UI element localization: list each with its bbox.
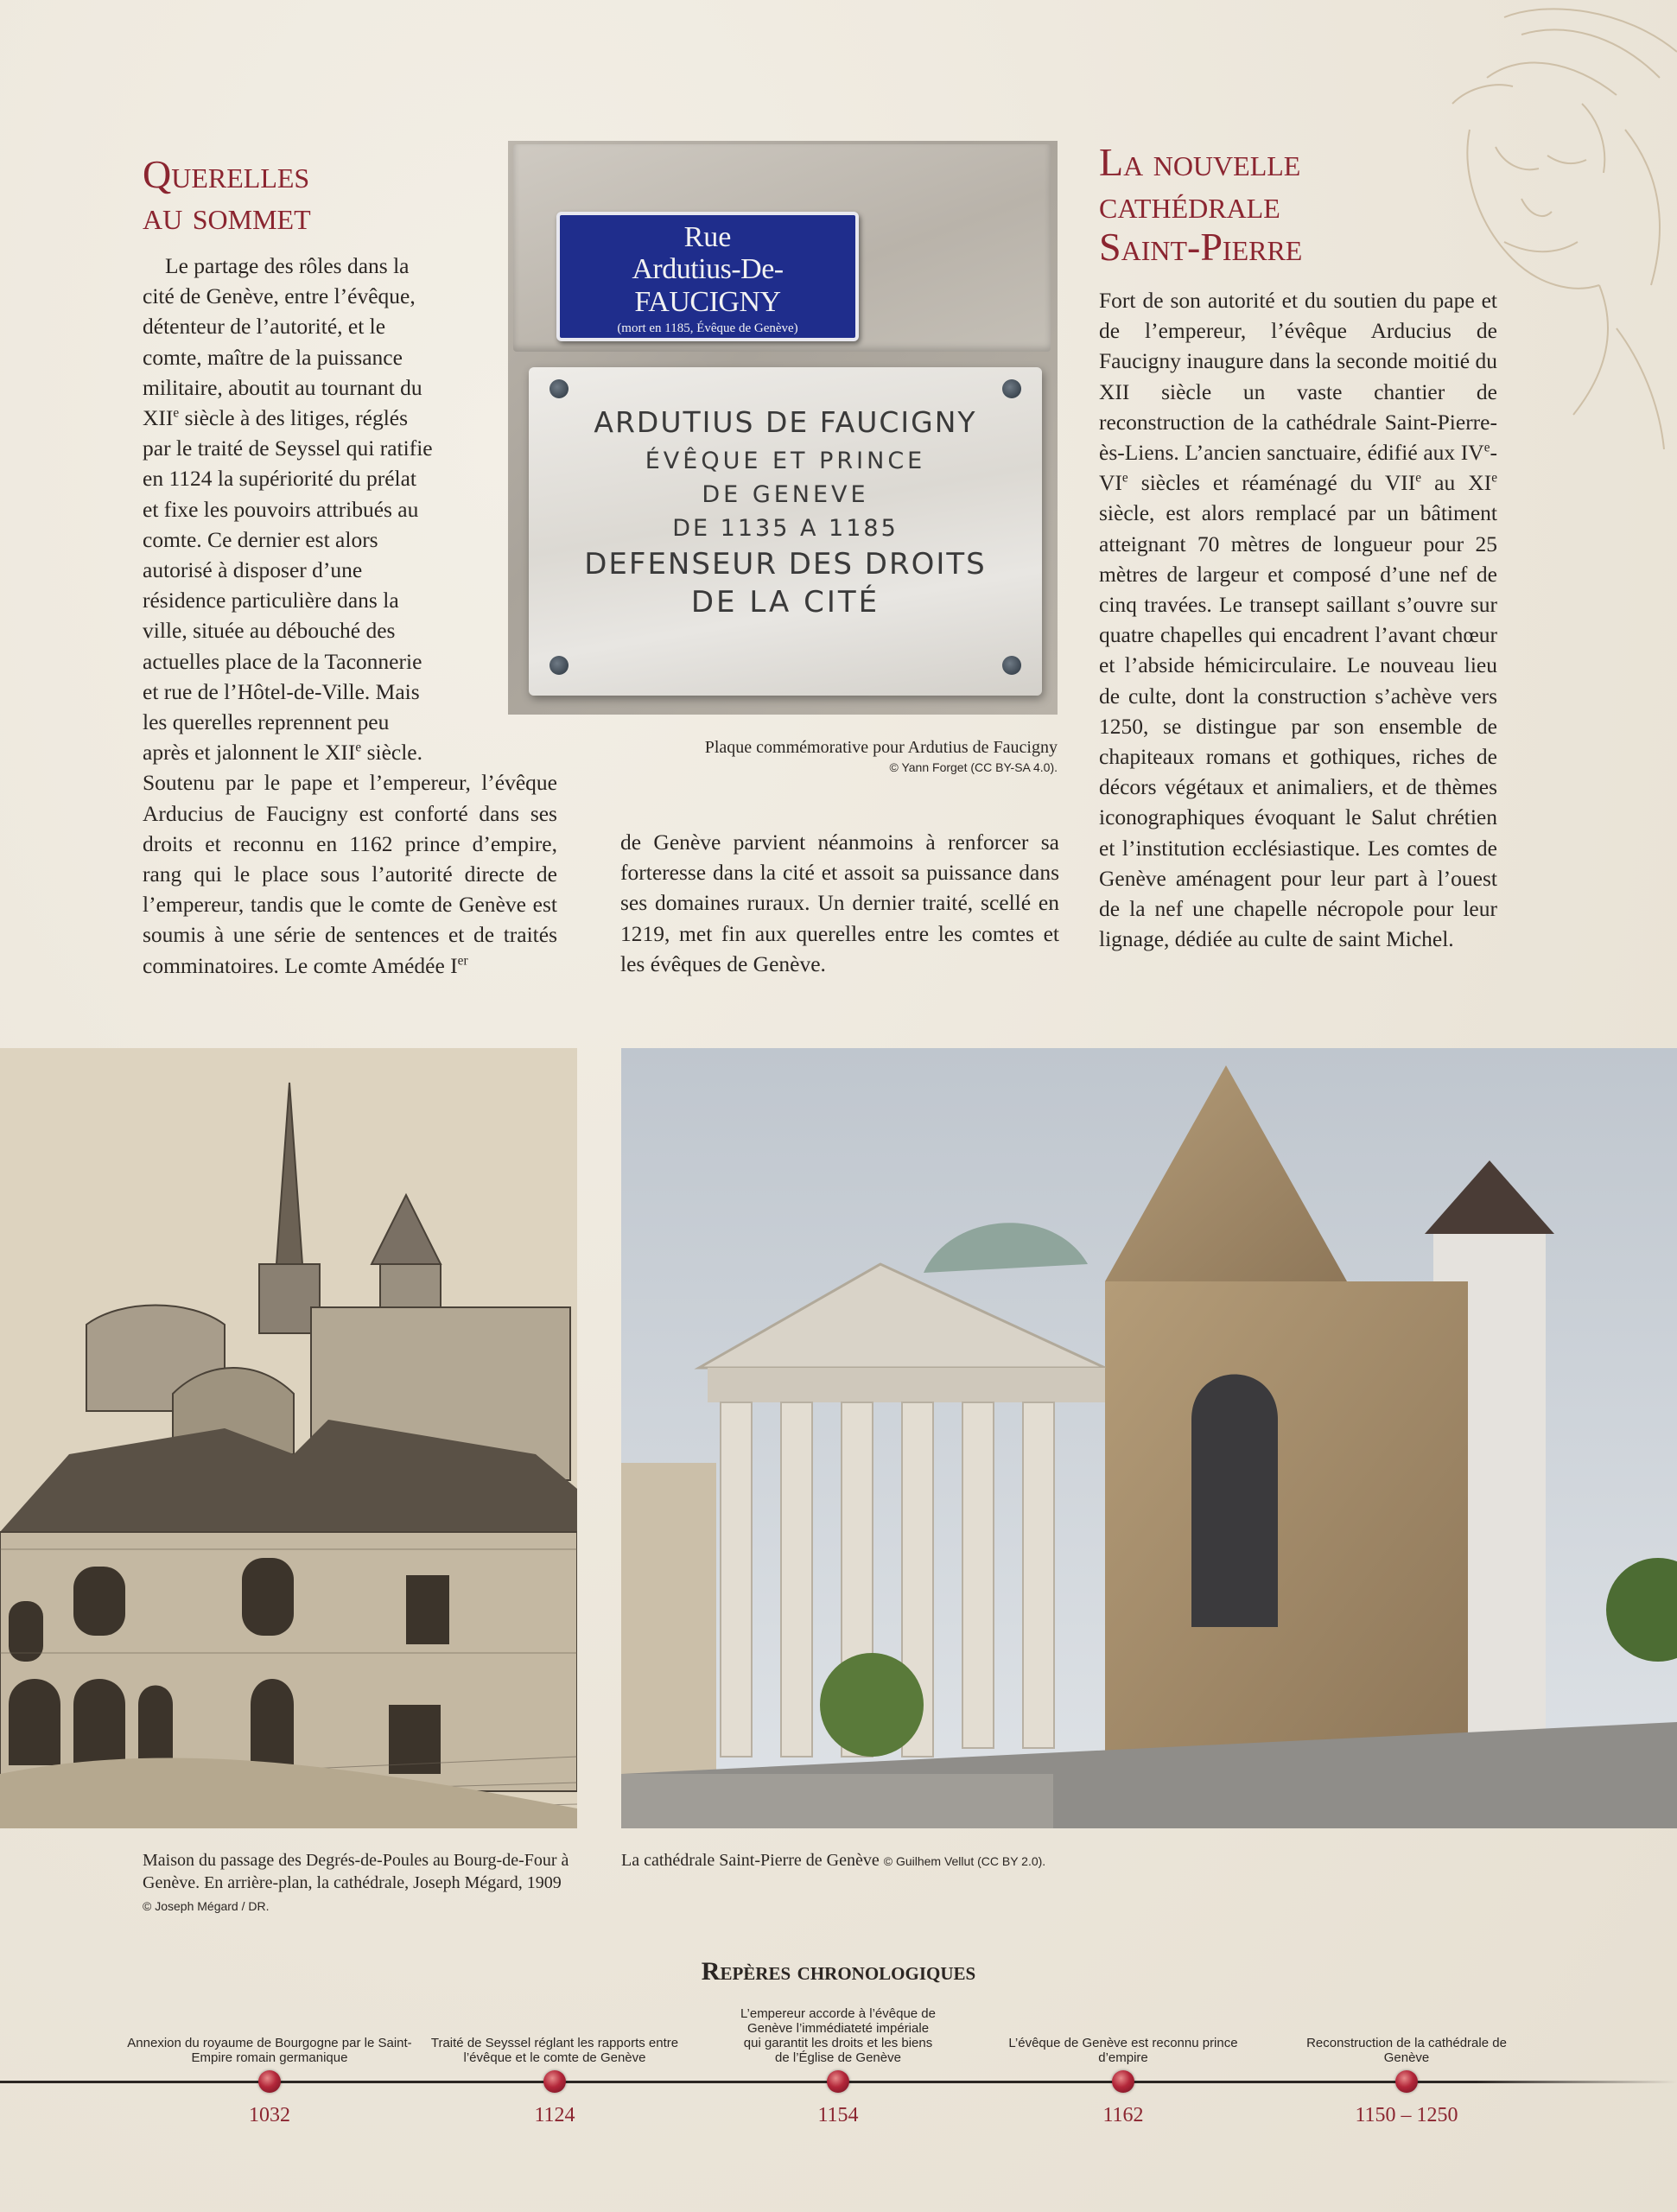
- street-sign-line: (mort en 1185, Évêque de Genève): [617, 321, 798, 335]
- timeline-year: 1162: [1102, 2104, 1144, 2126]
- timeline-event-label: Annexion du royaume de Bourgogne par le Saint-Empire romain germanique: [127, 2036, 412, 2065]
- caption-text: Plaque commémorative pour Ardutius de Faucigny: [704, 738, 1058, 757]
- bolt-icon: [1002, 379, 1021, 398]
- cathedral-caption: [621, 1849, 1226, 1872]
- plaque-line: DE 1135 A 1185: [672, 515, 899, 542]
- caption-text: Maison du passage des Degrés-de-Poules au Bourg-de-Four à Genève. En arrière-plan, la cathédrale, Joseph Mégard, 1909: [143, 1851, 569, 1892]
- timeline-title: [0, 1957, 1677, 1986]
- timeline-year: 1154: [817, 2104, 859, 2126]
- plaque-caption: [508, 736, 1058, 776]
- heading-line: au sommet: [143, 194, 311, 238]
- left-body-text: [143, 251, 557, 981]
- timeline-heading: Repères chronologiques: [701, 1957, 976, 1986]
- timeline-marker-icon: [1395, 2070, 1418, 2093]
- timeline-year: 1032: [249, 2104, 290, 2126]
- caption-credit: © Joseph Mégard / DR.: [143, 1899, 270, 1913]
- plaque-line: DE GENEVE: [702, 481, 869, 508]
- timeline-year: 1124: [534, 2104, 575, 2126]
- paragraph: Le partage des rôles dans la cité de Genève, entre l’évêque, détenteur de l’autorité, et le comte, maître de la puissance militaire, aboutit au tournant du XIIe siècle à des litiges, réglés par le traité de Seyssel qui ratifie en 1124 la supériorité du prélat et fixe les pouvoirs attribués au comte. Ce dernier est alors autorisé à disposer d’une résidence particulière dans la ville, située au débouché des actuelles place de la Taconnerie et rue de l’Hôtel-de-Ville. Mais les querelles reprennent peu après et jalonnent le XIIe siècle.: [143, 253, 433, 766]
- bolt-icon: [549, 379, 569, 398]
- plaque-line: DE LA CITÉ: [690, 585, 880, 620]
- section-heading-querelles: [143, 154, 557, 238]
- timeline-marker-icon: [827, 2070, 849, 2093]
- street-sign-line: Rue: [683, 221, 732, 253]
- right-body-text: [1099, 285, 1497, 954]
- timeline-event: [981, 1987, 1266, 2065]
- bolt-icon: [1002, 656, 1021, 675]
- paragraph: Soutenu par le pape et l’empereur, l’évêque Arducius de Faucigny est conforté dans ses droits et reconnu en 1162 prince d’empire, rang qui le place sous l’autorité directe de l’empereur, tandis que le comte de Genève est soumis à une série de sentences et de traités comminatoires. Le comte Amédée Ier: [143, 770, 557, 978]
- middle-continuation-text: [620, 827, 1059, 979]
- timeline-event: [127, 1987, 412, 2065]
- plaque-line: ARDUTIUS DE FAUCIGNY: [594, 405, 977, 439]
- timeline-marker-icon: [543, 2070, 566, 2093]
- timeline-event-label: L’empereur accorde à l’évêque de Genève l’immédiateté impériale qui garantit les droits et les biens de l’Église de Genève: [740, 2006, 936, 2065]
- caption-credit: © Guilhem Vellut (CC BY 2.0).: [883, 1854, 1046, 1868]
- caption-credit: © Yann Forget (CC BY-SA 4.0).: [889, 760, 1058, 774]
- paragraph: de Genève parvient néanmoins à renforcer sa forteresse dans la cité et assoit sa puissance dans ses domaines ruraux. Un dernier traité, scellé en 1219, met fin aux querelles entre les comtes et les évêques de Genève.: [620, 830, 1059, 976]
- timeline-marker-icon: [1112, 2070, 1134, 2093]
- left-column: [143, 154, 557, 238]
- etching-drawing: [0, 1048, 577, 1828]
- timeline-marker-icon: [258, 2070, 281, 2093]
- heading-line: La nouvelle: [1099, 140, 1301, 184]
- timeline-event-label: L’évêque de Genève est reconnu prince d’empire: [1008, 2036, 1238, 2065]
- timeline-event-label: Traité de Seyssel réglant les rapports entre l’évêque et le comte de Genève: [430, 2036, 679, 2065]
- caption-text: La cathédrale Saint-Pierre de Genève: [621, 1851, 880, 1870]
- cathedral-photo: [621, 1048, 1677, 1828]
- cathedral-drawing: [621, 1048, 1677, 1828]
- heading-line: Saint-Pierre: [1099, 225, 1303, 269]
- section-heading-cathedrale: [1099, 141, 1445, 268]
- etching-image: [0, 1048, 577, 1828]
- heading-line: Querelles: [143, 152, 310, 196]
- plaque-line: DEFENSEUR DES DROITS: [584, 547, 987, 582]
- timeline-event: [1264, 1987, 1549, 2065]
- timeline-event: [412, 1987, 697, 2065]
- timeline-event: [696, 1987, 981, 2065]
- heading-line: cathédrale: [1099, 182, 1280, 226]
- right-column-heading: [1099, 141, 1445, 268]
- marble-plaque: [529, 367, 1042, 696]
- timeline-year: 1150 – 1250: [1355, 2104, 1458, 2126]
- timeline-event-label: Reconstruction de la cathédrale de Genève: [1306, 2036, 1507, 2065]
- street-sign: [556, 212, 859, 341]
- plaque-photo: [508, 141, 1058, 715]
- bolt-icon: [549, 656, 569, 675]
- plaque-line: ÉVÊQUE ET PRINCE: [645, 448, 926, 474]
- etching-caption: [143, 1849, 575, 1917]
- paragraph: Fort de son autorité et du soutien du pape et de l’empereur, l’évêque Arducius de Faucigny inaugure dans la seconde moitié du XII siècle un vaste chantier de reconstruction de la cathédrale Saint-Pierre-ès-Liens. L’ancien sanctuaire, édifié aux IVe-VIe siècles et réaménagé du VIIe au XIe siècle, est alors remplacé par un bâtiment atteignant 70 mètres de longueur pour 25 mètres de largeur et composé d’une nef de cinq travées. Le transept saillant s’ouvre sur quatre chapelles qui encadrent l’avant chœur et l’abside hémicirculaire. Le nouveau lieu de culte, dont la construction s’achève vers 1250, se distingue par son ensemble de chapiteaux romans et gothiques, riches de décors végétaux et animaliers, et de thèmes iconographiques évoquant le Salut chrétien et l’institution ecclésiastique. Les comtes de Genève aménagent pour leur part à l’ouest de la nef une chapelle nécropole pour leur lignage, dédiée au culte de saint Michel.: [1099, 288, 1497, 952]
- street-sign-line: Ardutius-De-FAUCIGNY: [632, 253, 784, 318]
